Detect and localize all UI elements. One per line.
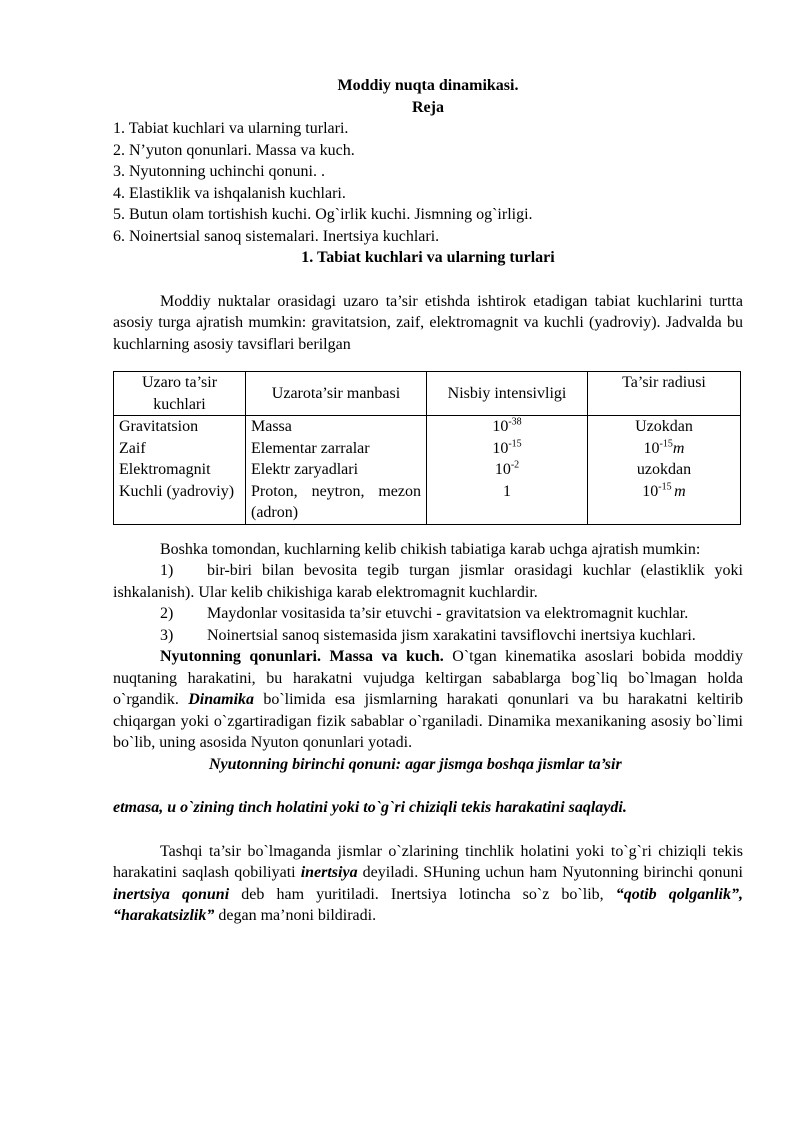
origin-list (113, 560, 743, 646)
inertia-paragraph: Tashqi ta’sir bo`lmaganda jismlar o`zlarining tinchlik holatini yoki to`g`ri chiziqli tekis harakatini saqlash qobiliyati inertsiya deyiladi. SHuning uchun ham Nyutonning birinchi qonuni inertsiya qonuni deb ham yuritiladi. Inertsiya lotincha so`z bo`lib, “qotib qolganlik”, “harakatsizlik” degan ma’noni bildiradi. (113, 842, 744, 924)
intensity-value: 1 (503, 482, 511, 500)
plan-heading: Reja (412, 98, 444, 116)
table-header-cell: Ta’sir radiusi (588, 372, 741, 416)
first-law-line: Nyutonning birinchi qonuni: agar jismga boshqa jismlar ta’sir (209, 755, 622, 773)
force-type: Kuchli (yadroviy) (119, 482, 235, 500)
plan-item: 6. Noinertsial sanoq sistemalari. Inertsiya kuchlari. (113, 227, 440, 245)
plan-item: 5. Butun olam tortishish kuchi. Og`irlik kuchi. Jismning og`irligi. (113, 206, 533, 223)
force-type: Gravitatsion (119, 418, 199, 435)
origin-paragraph: Boshka tomondan, kuchlarning kelib chikish tabiatiga karab uchga ajratish mumkin: (160, 540, 701, 558)
radius-value: Uzokdan (635, 418, 693, 435)
table-header-cell: Uzaro ta’sir kuchlari (114, 372, 246, 416)
force-source: Proton, neytron, mezon (adron) (251, 482, 421, 521)
table-header-cell: Uzarota’sir manbasi (246, 372, 427, 416)
document-title: Moddiy nuqta dinamikasi. (337, 77, 519, 94)
force-type: Elektromagnit (119, 461, 211, 478)
plan-item: 4. Elastiklik va ishqalanish kuchlari. (113, 184, 346, 202)
table-row (114, 416, 741, 525)
force-type-cell (114, 416, 246, 525)
table-header-row (114, 372, 741, 416)
plan-item: 2. N’yuton qonunlari. Massa va kuch. (113, 141, 355, 159)
forces-table (113, 371, 741, 525)
origin-item: 1) bir-biri bilan bevosita tegib turgan jismlar orasidagi kuchlar (elastiklik yoki ishkalanish). Ular kelib chikishiga karab elektromagnit kuchlardir. (113, 562, 743, 601)
force-source: Elementar zarralar (251, 439, 370, 457)
intensity-value: $10^{-2}$ (494, 459, 520, 478)
force-source: Elektr zaryadlari (251, 461, 359, 478)
radius-value: uzokdan (636, 461, 692, 478)
force-type: Zaif (119, 439, 146, 457)
intensity-value: $10^{-38}$ (492, 416, 522, 435)
plan-item: 3. Nyutonning uchinchi qonuni. . (113, 163, 325, 180)
intensity-value: $10^{-15}$ (492, 438, 522, 457)
section-heading: 1. Tabiat kuchlari va ularning turlari (301, 249, 555, 266)
document-page (113, 75, 743, 927)
plan-item: 1. Tabiat kuchlari va ularning turlari. (113, 120, 349, 137)
radius-value: $10^{-15}m$ (643, 438, 685, 457)
intro-paragraph: Moddiy nuktalar orasidagi uzaro ta’sir etishda ishtirok etadigan tabiat kuchlarini turtta asosiy turga ajratish mumkin: gravitatsion, zaif, elektromagnit va kuchli (yadroviy). Jadvalda bu kuchlarning asosiy tavsiflari berilgan (113, 292, 743, 353)
table-header-cell: Nisbiy intensivligi (427, 372, 588, 416)
radius-cell (588, 416, 741, 525)
origin-item: 3) Noinertsial sanoq sistemasida jism xarakatini tavsiflovchi inertsiya kuchlari. (160, 626, 696, 644)
radius-value: $10^{-15}$ m (642, 481, 686, 500)
force-source-cell (246, 416, 427, 525)
plan-list (113, 118, 743, 247)
origin-item: 2) Maydonlar vositasida ta’sir etuvchi - gravitatsion va elektromagnit kuchlar. (160, 605, 689, 622)
laws-paragraph: Nyutonning qonunlari. Massa va kuch. O`tgan kinematika asoslari bobida moddiy nuqtaning harakatini, bu harakatni vujudga keltirgan sabablarga bog`liq bo`lmagan holda o`rgandik. Dinamika bo`limida esa jismlarning harakati qonunlari va bu harakatni keltirib chiqargan yoki o`zgartiradigan fizik sabablar o`rganiladi. Dinamika mexanikaning asosiy bo`limi bo`lib, uning asosida Nyuton qonunlari yotadi. (113, 648, 744, 751)
first-law-line: etmasa, u o`zining tinch holatini yoki to`g`ri chiziqli tekis harakatini saqlaydi. (113, 799, 627, 816)
intensity-cell (427, 416, 588, 525)
force-source: Massa (251, 418, 292, 435)
